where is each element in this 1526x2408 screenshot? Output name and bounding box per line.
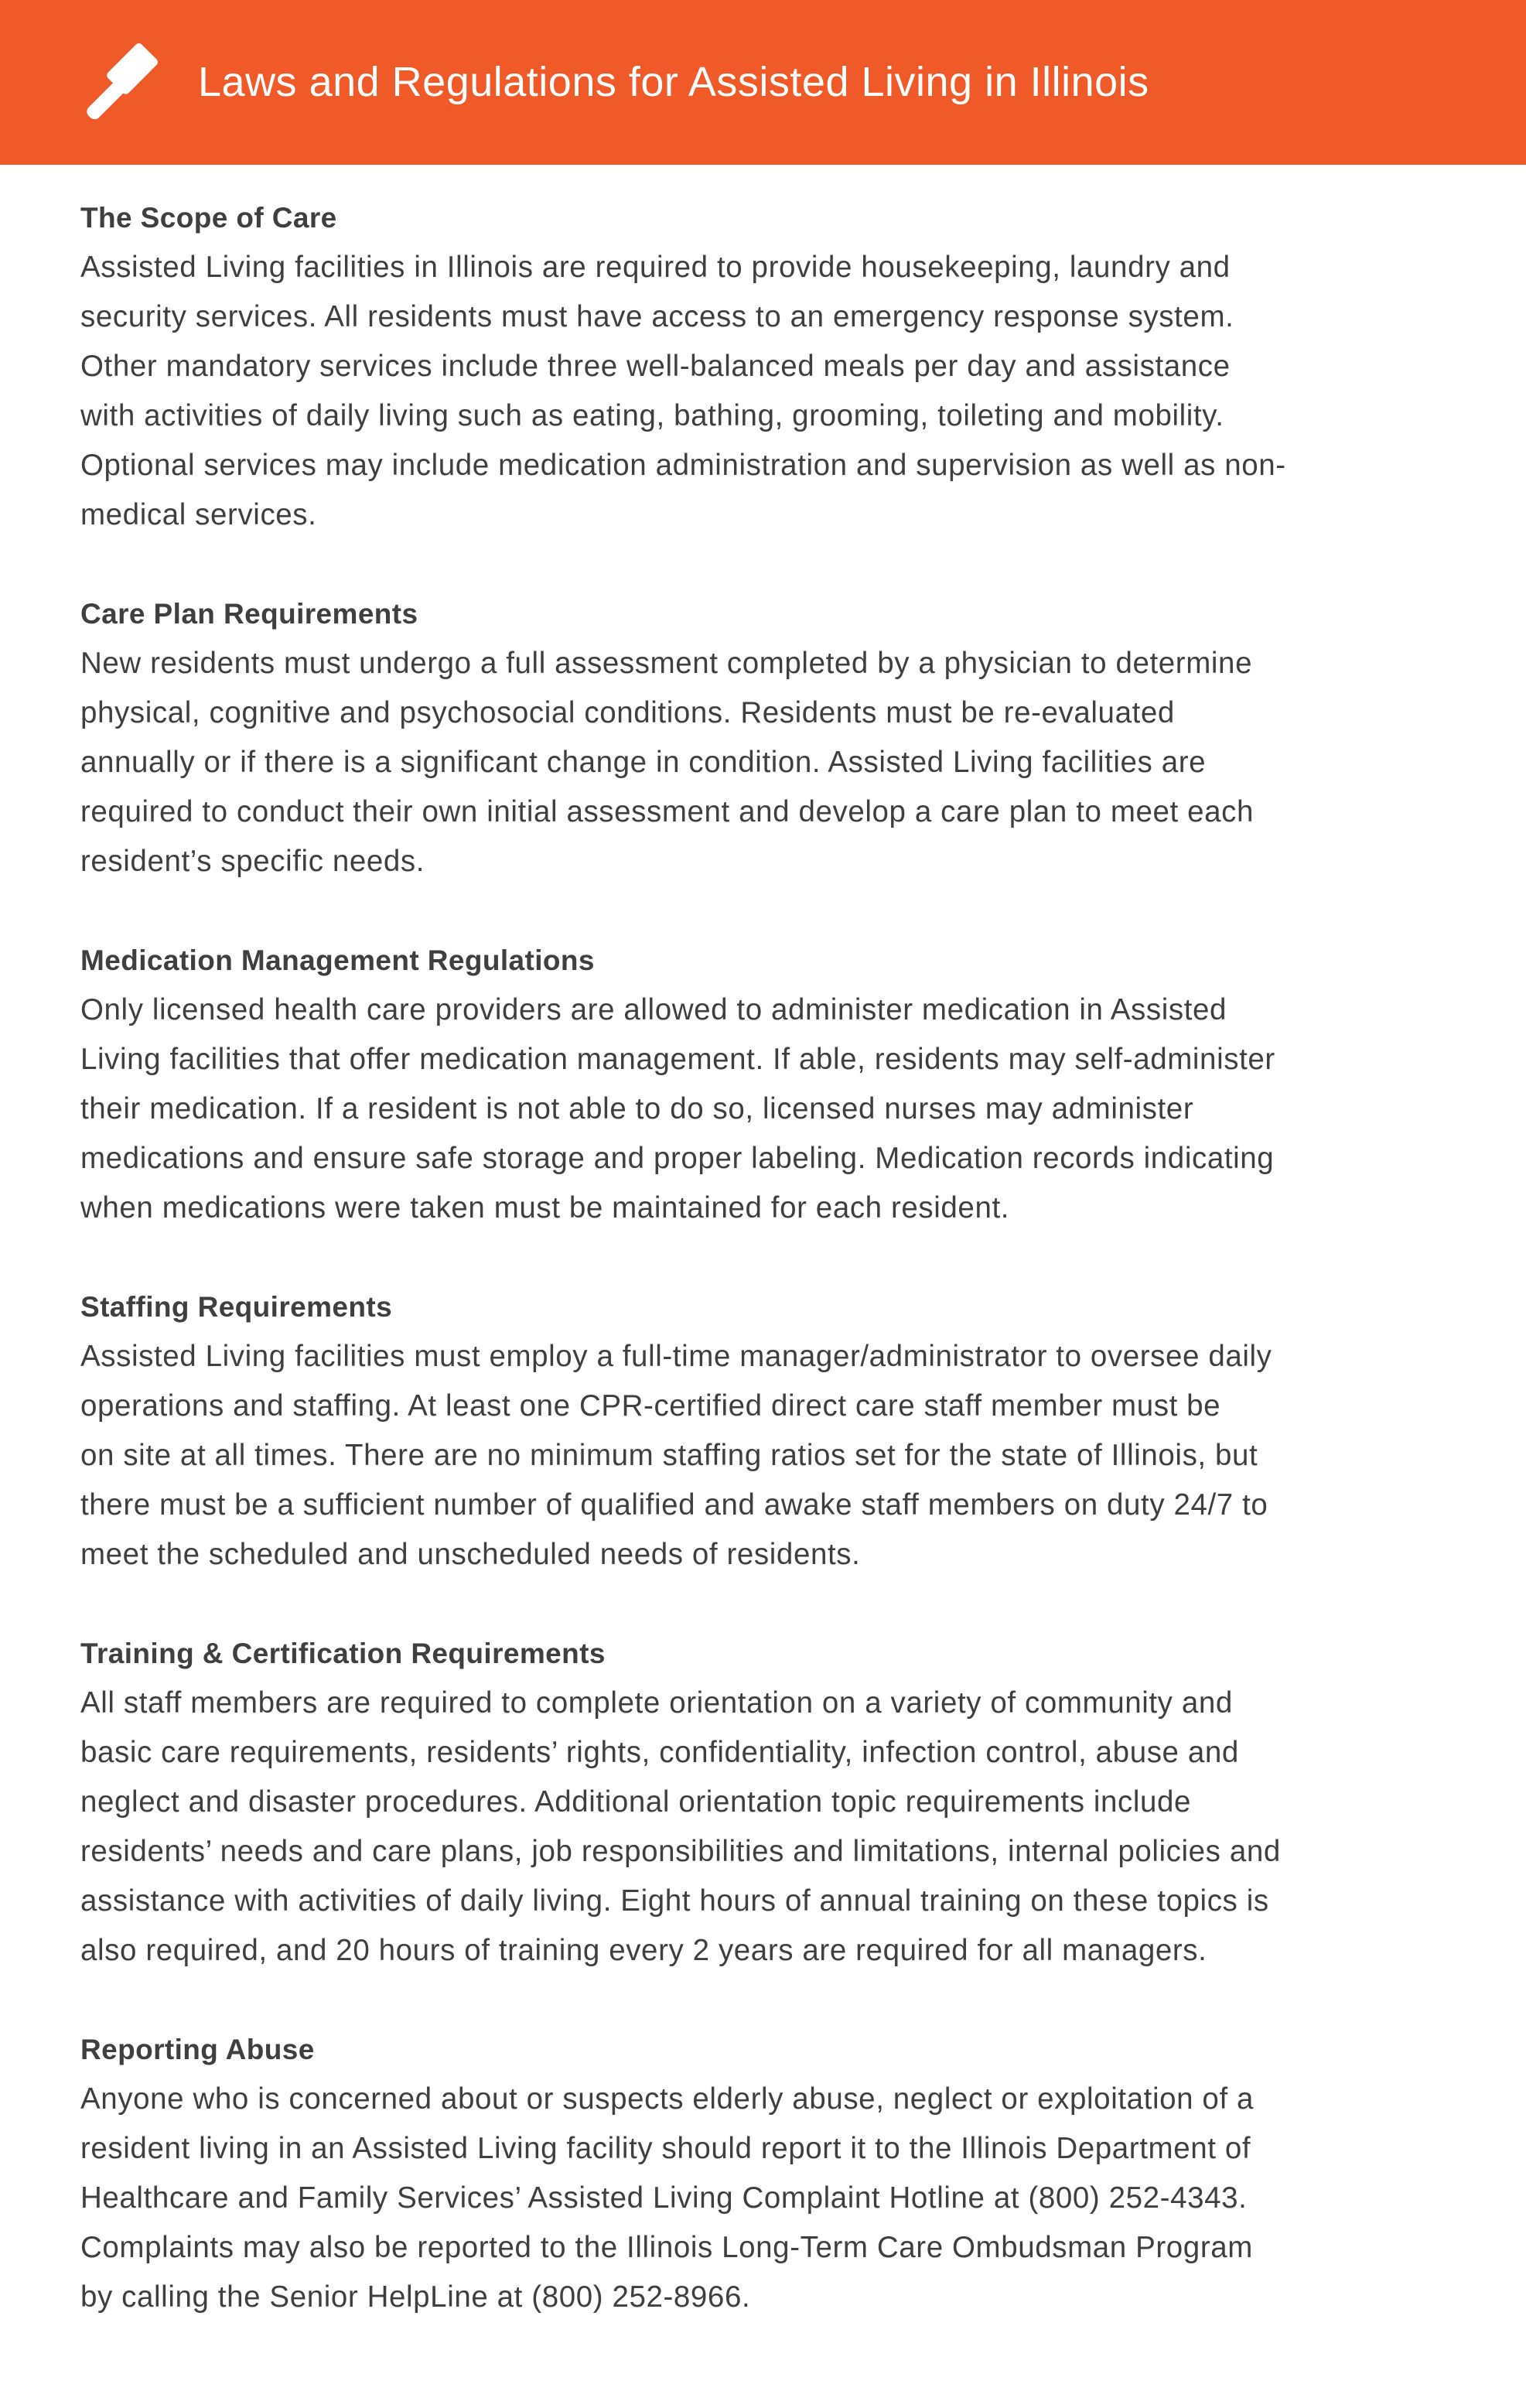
paragraph-line: medications and ensure safe storage and proper labeling. Medication records indicating — [80, 1142, 1275, 1175]
section-staffing-requirements — [80, 1283, 1465, 1580]
paragraph-line: New residents must undergo a full assessment completed by a physician to determine — [80, 647, 1253, 680]
paragraph-line: annually or if there is a significant change in condition. Assisted Living facilities are — [80, 746, 1207, 779]
paragraph-line: resident’s specific needs. — [80, 845, 425, 878]
paragraph-line: residents’ needs and care plans, job responsibilities and limitations, internal policies and — [80, 1835, 1281, 1868]
paragraph-line: Living facilities that offer medication management. If able, residents may self-administer — [80, 1043, 1275, 1076]
paragraph-line: basic care requirements, residents’ rights, confidentiality, infection control, abuse and — [80, 1736, 1239, 1769]
section-heading: Care Plan Requirements — [80, 598, 418, 630]
page-header — [0, 0, 1526, 165]
paragraph-line: when medications were taken must be maintained for each resident. — [80, 1191, 1010, 1224]
paragraph-line: Optional services may include medication administration and supervision as well as non- — [80, 449, 1286, 482]
section-medication-management — [80, 936, 1465, 1233]
document-body — [80, 193, 1465, 2372]
paragraph-line: assistance with activities of daily living. Eight hours of annual training on these topics is — [80, 1884, 1269, 1918]
section-heading: Staffing Requirements — [80, 1291, 393, 1323]
paragraph-line: All staff members are required to complete orientation on a variety of community and — [80, 1686, 1233, 1720]
paragraph-line: Complaints may also be reported to the Illinois Long-Term Care Ombudsman Program — [80, 2231, 1253, 2264]
paragraph-line: their medication. If a resident is not able to do so, licensed nurses may administer — [80, 1092, 1194, 1125]
paragraph-line: Assisted Living facilities in Illinois are required to provide housekeeping, laundry and — [80, 251, 1231, 284]
paragraph-line: Assisted Living facilities must employ a full-time manager/administrator to oversee daily — [80, 1340, 1272, 1373]
gavel-icon — [74, 39, 178, 142]
paragraph-line: meet the scheduled and unscheduled needs of residents. — [80, 1538, 861, 1571]
paragraph-line: required to conduct their own initial assessment and develop a care plan to meet each — [80, 795, 1255, 828]
paragraph-line: by calling the Senior HelpLine at (800) 252-8966. — [80, 2280, 751, 2314]
paragraph-line: Healthcare and Family Services’ Assisted Living Complaint Hotline at (800) 252-4343. — [80, 2181, 1248, 2215]
section-training-certification — [80, 1629, 1465, 1976]
page-title: Laws and Regulations for Assisted Living in Illinois — [198, 59, 1149, 105]
section-heading: Medication Management Regulations — [80, 944, 595, 976]
section-heading: Reporting Abuse — [80, 2034, 315, 2065]
paragraph-line: neglect and disaster procedures. Additional orientation topic requirements include — [80, 1785, 1192, 1819]
section-heading: The Scope of Care — [80, 202, 337, 234]
section-care-plan-requirements — [80, 589, 1465, 886]
paragraph-line: there must be a sufficient number of qualified and awake staff members on duty 24/7 to — [80, 1488, 1268, 1522]
section-scope-of-care — [80, 193, 1465, 540]
paragraph-line: also required, and 20 hours of training every 2 years are required for all managers. — [80, 1934, 1207, 1967]
paragraph-line: on site at all times. There are no minimum staffing ratios set for the state of Illinois, but — [80, 1439, 1258, 1472]
paragraph-line: Anyone who is concerned about or suspects elderly abuse, neglect or exploitation of a — [80, 2082, 1255, 2116]
section-heading: Training & Certification Requirements — [80, 1638, 606, 1669]
paragraph-line: security services. All residents must have access to an emergency response system. — [80, 300, 1234, 333]
section-reporting-abuse — [80, 2025, 1465, 2322]
paragraph-line: resident living in an Assisted Living facility should report it to the Illinois Department of — [80, 2132, 1251, 2165]
paragraph-line: with activities of daily living such as eating, bathing, grooming, toileting and mobility. — [80, 399, 1224, 432]
paragraph-line: physical, cognitive and psychosocial conditions. Residents must be re-evaluated — [80, 696, 1175, 729]
paragraph-line: Only licensed health care providers are allowed to administer medication in Assisted — [80, 993, 1227, 1026]
paragraph-line: medical services. — [80, 498, 317, 531]
paragraph-line: Other mandatory services include three well-balanced meals per day and assistance — [80, 350, 1231, 383]
paragraph-line: operations and staffing. At least one CPR-certified direct care staff member must be — [80, 1389, 1221, 1423]
